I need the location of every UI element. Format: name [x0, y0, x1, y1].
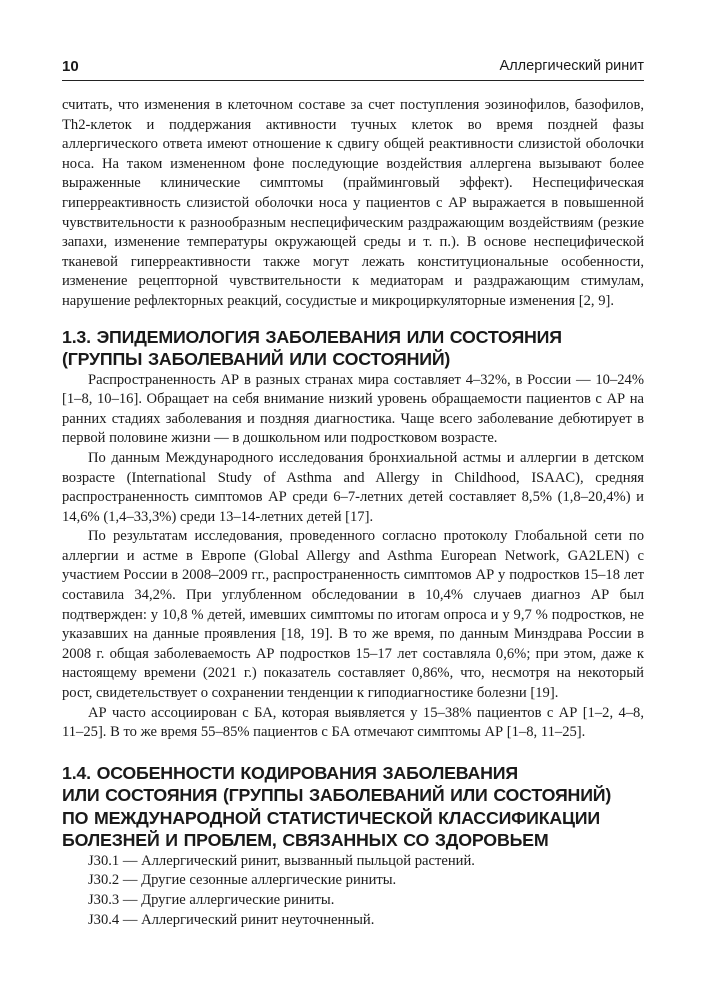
page-number: 10 — [62, 58, 79, 75]
heading-line: ИЛИ СОСТОЯНИЯ (ГРУППЫ ЗАБОЛЕВАНИЙ ИЛИ СОСТОЯНИЙ) — [62, 785, 612, 806]
paragraph: АР часто ассоциирован с БА, которая выявляется у 15–38% пациентов с АР [1–2, 4–8, 11–25]. В то же время 55–85% пациентов с БА отмечают симптомы АР [1–8, 11–25]. — [62, 704, 644, 741]
icd-code-item: J30.4 — Аллергический ринит неуточненный. — [88, 911, 375, 928]
page-header — [62, 58, 644, 81]
icd-code-list — [62, 852, 644, 930]
paragraph: По результатам исследования, проведенного согласно протоколу Глобальной сети по аллергии и астме в Европе (Global Allergy and Asthma European Network, GA2LEN) с участием России в 2008–2009 гг., распространенность симптомов АР у подростков 15–18 лет составила 34,2%. При углубленном обследовании в 10,4% случаев диагноз АР был подтвержден: у 10,8 % детей, имевших симптомы по итогам опроса и у 9,7 % подростков, не указавших на данные проявления [18, 19]. В то же время, по данным Минздрава России в 2008 г. общая заболеваемость АР подростков 15–17 лет составляла 0,6%; при этом, даже к настоящему времени (2021 г.) показатель составляет 0,86%, что, несмотря на некоторый рост, свидетельствует о сохранении тенденции к гиподиагностике болезни [19]. — [62, 528, 644, 702]
heading-line: 1.4. ОСОБЕННОСТИ КОДИРОВАНИЯ ЗАБОЛЕВАНИЯ — [62, 762, 518, 783]
icd-code-item: J30.3 — Другие аллергические риниты. — [88, 892, 335, 908]
icd-code-item: J30.1 — Аллергический ринит, вызванный пыльцой растений. — [88, 852, 475, 869]
section-heading-1-3 — [62, 326, 644, 371]
section-heading-1-4 — [62, 762, 644, 852]
intro-paragraph: считать, что изменения в клеточном составе за счет поступления эозинофилов, базофилов, Th2-клеток и поддержания активности тучных клеток во время поздней фазы аллергического ответа имеют отношение к сдвигу общей реактивности слизистой оболочки носа. На таком измененном фоне последующие воздействия аллергена вызывают более выраженные клинические симптомы (прайминговый эффект). Неспецифическая гиперреактивность слизистой оболочки носа у пациентов с АР выражается в повышенной чувствительности к разнообразным неспецифическим раздражающим воздействиям (резкие запахи, изменение температуры окружающей среды и т. п.). В основе неспецифической тканевой гиперреактивности также могут лежать конституциональные особенности, изменение рецепторной чувствительности к медиаторам и раздражающим стимулам, нарушение рефлекторных реакций, сосудистые и микроциркуляторные изменения [2, 9]. — [62, 97, 644, 309]
page-content — [62, 96, 644, 930]
heading-line: 1.3. ЭПИДЕМИОЛОГИЯ ЗАБОЛЕВАНИЯ ИЛИ СОСТОЯНИЯ — [62, 326, 562, 347]
heading-line: БОЛЕЗНЕЙ И ПРОБЛЕМ, СВЯЗАННЫХ СО ЗДОРОВЬЕМ — [62, 830, 549, 851]
running-title: Аллергический ринит — [499, 58, 644, 74]
heading-line: (ГРУППЫ ЗАБОЛЕВАНИЙ ИЛИ СОСТОЯНИЙ) — [62, 349, 451, 370]
heading-line: ПО МЕЖДУНАРОДНОЙ СТАТИСТИЧЕСКОЙ КЛАССИФИКАЦИИ — [62, 807, 600, 828]
icd-code-item: J30.2 — Другие сезонные аллергические риниты. — [88, 872, 397, 889]
paragraph: Распространенность АР в разных странах мира составляет 4–32%, в России — 10–24% [1–8, 10–16]. Обращает на себя внимание низкий уровень обращаемости пациентов с АР на ранних стадиях заболевания и поздняя диагностика. Чаще всего заболевание дебютирует в первой половине жизни — в дошкольном или подростковом возрасте. — [62, 371, 644, 447]
paragraph: По данным Международного исследования бронхиальной астмы и аллергии в детском возрасте (International Study of Asthma and Allergy in Childhood, ISAAC), средняя распространенность симптомов АР среди 6–7-летних детей составляет 8,5% (1,8–20,4%) и 14,6% (1,4–33,3%) среди 13–14-летних детей [17]. — [62, 449, 644, 525]
